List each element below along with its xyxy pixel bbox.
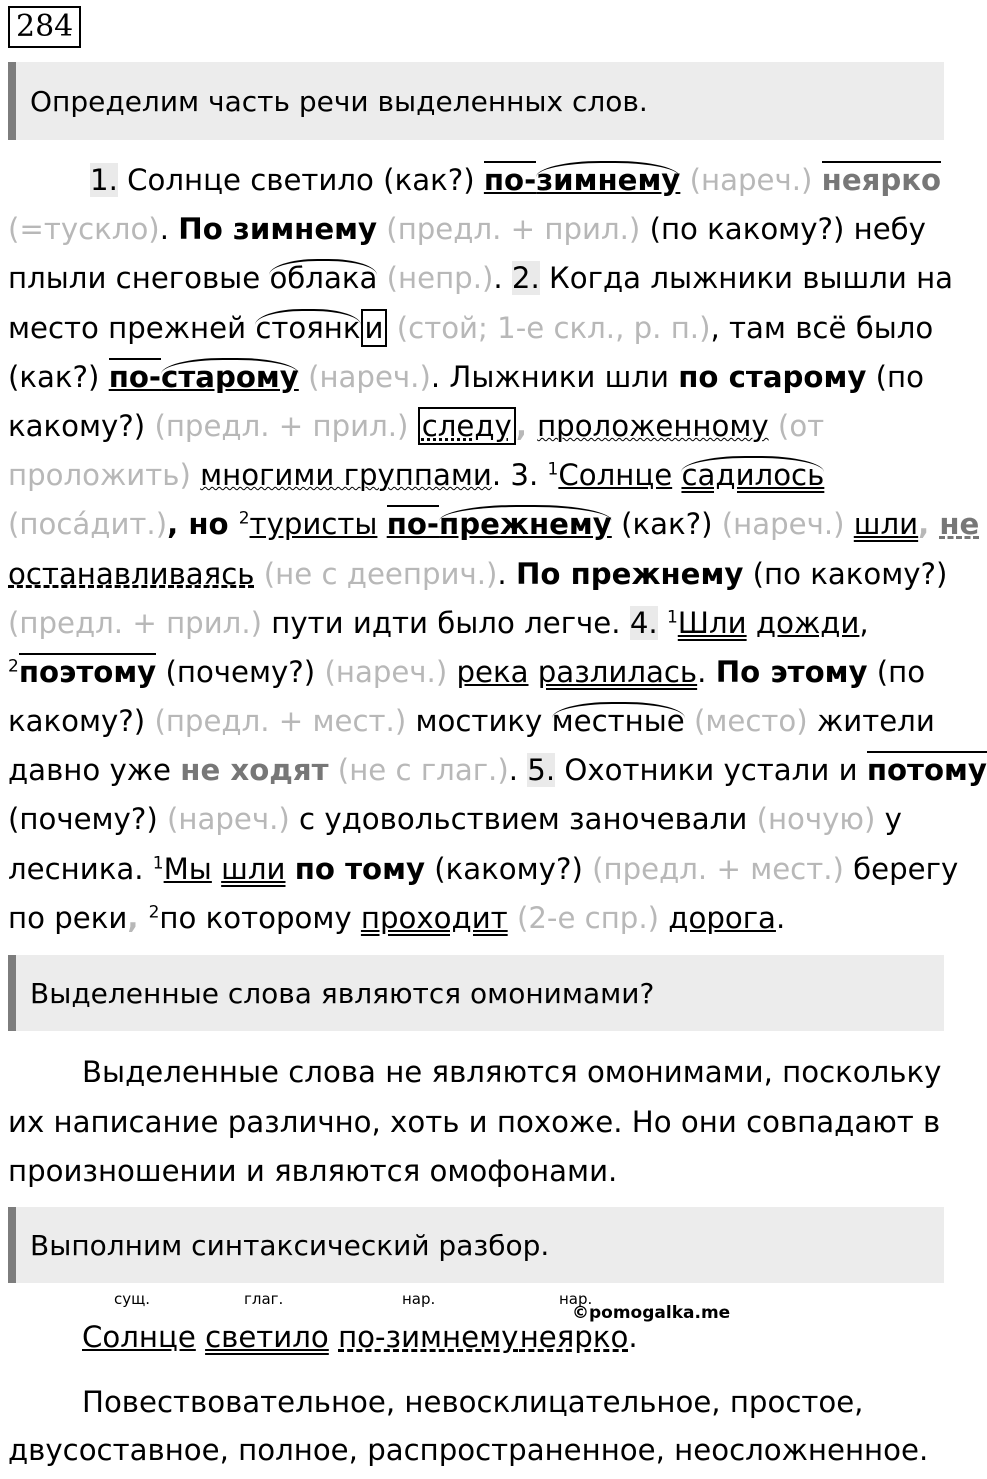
- heading-syntax-parse: [8, 1207, 944, 1283]
- subject: дожди: [755, 605, 860, 640]
- pos-tag: глаг.: [244, 1290, 284, 1308]
- text: .: [159, 212, 179, 247]
- part-of-speech-tags: [0, 1290, 960, 1310]
- word: многими группами: [200, 458, 492, 493]
- subject: дорога: [668, 900, 776, 935]
- index: 2: [8, 656, 19, 677]
- word: По прежнему: [515, 556, 744, 591]
- index: 2: [238, 508, 250, 529]
- note: (от: [768, 408, 825, 443]
- note: (предл. + прил.): [154, 408, 409, 443]
- pos-tag: нар.: [402, 1290, 436, 1308]
- subject: Мы: [163, 851, 212, 886]
- text: .: [497, 556, 516, 591]
- text: [377, 507, 386, 541]
- predicate: Шли: [677, 605, 747, 640]
- text: . Лыжники шли: [430, 359, 679, 394]
- text: давно уже: [8, 753, 181, 788]
- index: 1: [666, 606, 678, 627]
- text: [285, 852, 294, 886]
- task-number: 284: [8, 6, 81, 48]
- word: следу: [418, 407, 516, 445]
- subject: Солнце: [82, 1320, 196, 1354]
- text: [212, 852, 221, 886]
- text: (как?): [611, 507, 722, 542]
- text: (почему?): [8, 802, 167, 837]
- prefix: по-: [483, 163, 537, 197]
- text: (по какому?): [743, 556, 948, 591]
- text: (как?): [8, 359, 109, 394]
- text: по которому: [159, 900, 361, 935]
- analysis-line: [8, 845, 959, 894]
- note: (нареч.): [721, 507, 845, 542]
- word: проложенному: [537, 408, 769, 443]
- text: [508, 901, 517, 935]
- note: (2-е спр.): [516, 900, 659, 935]
- note: (непр.): [377, 261, 494, 296]
- text: (почему?): [156, 654, 325, 689]
- analysis-line: [8, 746, 987, 795]
- text: плыли снеговые: [8, 261, 270, 296]
- note: (предл. + мест.): [154, 704, 407, 739]
- text: по реки: [8, 900, 128, 935]
- text: , там всё было: [710, 310, 934, 345]
- note: (посáдит.): [8, 507, 168, 542]
- text: ,: [859, 605, 869, 640]
- word: не: [939, 507, 980, 542]
- analysis-line: [8, 599, 956, 648]
- word: прежнему: [439, 507, 612, 542]
- word: останавливаясь: [8, 556, 255, 591]
- text: у: [875, 802, 902, 837]
- text: .: [508, 753, 528, 788]
- text: Солнце светило (как?): [117, 163, 484, 197]
- text: [529, 655, 538, 689]
- result-line: двусоставное, полное, распространенное, неосложненное.: [8, 1433, 929, 1467]
- note: (нареч.): [166, 802, 290, 837]
- word: не ходят: [180, 753, 329, 788]
- text: (какому?): [425, 851, 593, 886]
- text: [447, 655, 456, 689]
- text: пути идти было легче.: [261, 605, 630, 640]
- adverbial: по-зимнему: [338, 1320, 519, 1354]
- pos-tag: сущ.: [114, 1290, 151, 1308]
- heading-text: Выполним синтаксический разбор.: [30, 1228, 550, 1262]
- text: место прежней: [8, 310, 256, 345]
- heading-text: Определим часть речи выделенных слов.: [30, 84, 648, 118]
- text: какому?): [8, 408, 155, 443]
- prefix: по-: [108, 359, 162, 394]
- prefix: по-: [386, 507, 440, 542]
- word: облака: [269, 261, 378, 296]
- word: По этому: [715, 654, 868, 689]
- predicate: проходит: [360, 900, 508, 935]
- text: [845, 507, 854, 541]
- item-number: 2.: [511, 261, 540, 296]
- text: .: [775, 900, 786, 935]
- pos-tag: нар.: [559, 1290, 593, 1308]
- analysis-line: [8, 648, 956, 697]
- comma: ,: [127, 900, 149, 935]
- adverbial: неярко: [519, 1320, 629, 1354]
- predicate: шли: [221, 851, 286, 886]
- text: . 3.: [491, 458, 548, 493]
- note: (стой; 1-е скл., р. п.): [387, 310, 711, 345]
- note: (нареч.): [324, 654, 448, 689]
- text: мостику: [406, 704, 552, 739]
- word: местные: [551, 704, 685, 739]
- analysis-line: [8, 254, 956, 303]
- word: старому: [161, 359, 299, 394]
- index: 2: [148, 902, 160, 923]
- item-number: 4.: [629, 605, 658, 640]
- analysis-line: [8, 795, 956, 844]
- text: [747, 606, 756, 640]
- text: (по: [867, 654, 926, 689]
- answer-paragraph: [8, 1048, 956, 1197]
- text: [659, 901, 668, 935]
- note: (нареч.): [298, 359, 431, 394]
- ending-box: и: [361, 309, 388, 347]
- text: [191, 458, 200, 492]
- word: по старому: [678, 359, 867, 394]
- analysis-line: [8, 500, 980, 549]
- text: Охотники устали и: [555, 753, 867, 788]
- text: (по: [866, 359, 924, 394]
- analysis-line: [8, 402, 956, 451]
- analysis-line: [8, 697, 956, 746]
- note: (место): [694, 704, 808, 739]
- note: (предл. + прил.): [377, 212, 641, 247]
- analysis-line: [8, 205, 956, 254]
- note: проложить): [8, 458, 191, 493]
- answer-line: их написание различно, хоть и похоже. Но они совпадают в: [8, 1104, 941, 1139]
- text: (по какому?) небу: [640, 212, 926, 247]
- text: Когда лыжники вышли на: [539, 261, 954, 296]
- note: (не с дееприч.): [254, 556, 498, 591]
- text: лесника.: [8, 851, 153, 886]
- word: зимнему: [536, 163, 681, 197]
- text: жители: [807, 704, 935, 739]
- text: .: [697, 654, 716, 689]
- subject: река: [456, 654, 529, 689]
- item-number: 5.: [527, 753, 556, 788]
- word: неярко: [821, 163, 942, 197]
- subject: Солнце: [558, 458, 673, 493]
- period: .: [628, 1320, 638, 1354]
- answer-line: Выделенные слова не являются омонимами, поскольку: [82, 1055, 942, 1089]
- text: [658, 606, 667, 640]
- note: (не с глаг.): [328, 753, 509, 788]
- predicate: шли: [853, 507, 919, 542]
- analysis-text: [8, 156, 987, 943]
- analysis-line: [8, 353, 956, 402]
- note: (предл. + мест.): [592, 851, 844, 886]
- comma: ,: [918, 507, 940, 542]
- heading-text: Выделенные слова являются омонимами?: [30, 976, 655, 1010]
- text: берегу: [843, 851, 959, 886]
- predicate: разлилась: [537, 654, 698, 689]
- word: По зимнему: [178, 212, 378, 247]
- text: , но: [167, 507, 239, 542]
- note: (нареч.): [680, 163, 822, 197]
- analysis-line: [8, 894, 956, 943]
- word: стоянк: [255, 310, 361, 345]
- text: какому?): [8, 704, 155, 739]
- word: по тому: [294, 851, 425, 886]
- comma: ,: [515, 408, 538, 443]
- analysis-line: [8, 451, 956, 500]
- subject: туристы: [249, 507, 378, 542]
- word: поэтому: [18, 654, 157, 689]
- text: [685, 704, 694, 738]
- parsed-sentence: [82, 1314, 638, 1360]
- result-line: Повествовательное, невосклицательное, простое,: [82, 1385, 864, 1419]
- heading-homonyms: [8, 955, 944, 1031]
- text: с удовольствием заночевали: [289, 802, 757, 837]
- watermark: ©pomogalka.me: [572, 1303, 731, 1323]
- answer-line: произношении и являются омофонами.: [8, 1154, 618, 1188]
- word: потому: [866, 753, 987, 788]
- note: (ночую): [756, 802, 876, 837]
- analysis-line: [8, 550, 956, 599]
- note: (=тускло): [8, 212, 160, 247]
- predicate: садилось: [681, 458, 825, 493]
- note: (предл. + прил.): [8, 605, 262, 640]
- text: [408, 409, 417, 443]
- parse-result: [8, 1378, 956, 1474]
- analysis-line: [8, 304, 956, 353]
- analysis-line: [8, 156, 956, 205]
- index: 1: [547, 459, 559, 480]
- predicate: светило: [205, 1320, 329, 1354]
- heading-parts-of-speech: [8, 62, 944, 140]
- item-number: 1.: [90, 163, 118, 197]
- text: .: [493, 261, 512, 296]
- index: 1: [152, 852, 164, 873]
